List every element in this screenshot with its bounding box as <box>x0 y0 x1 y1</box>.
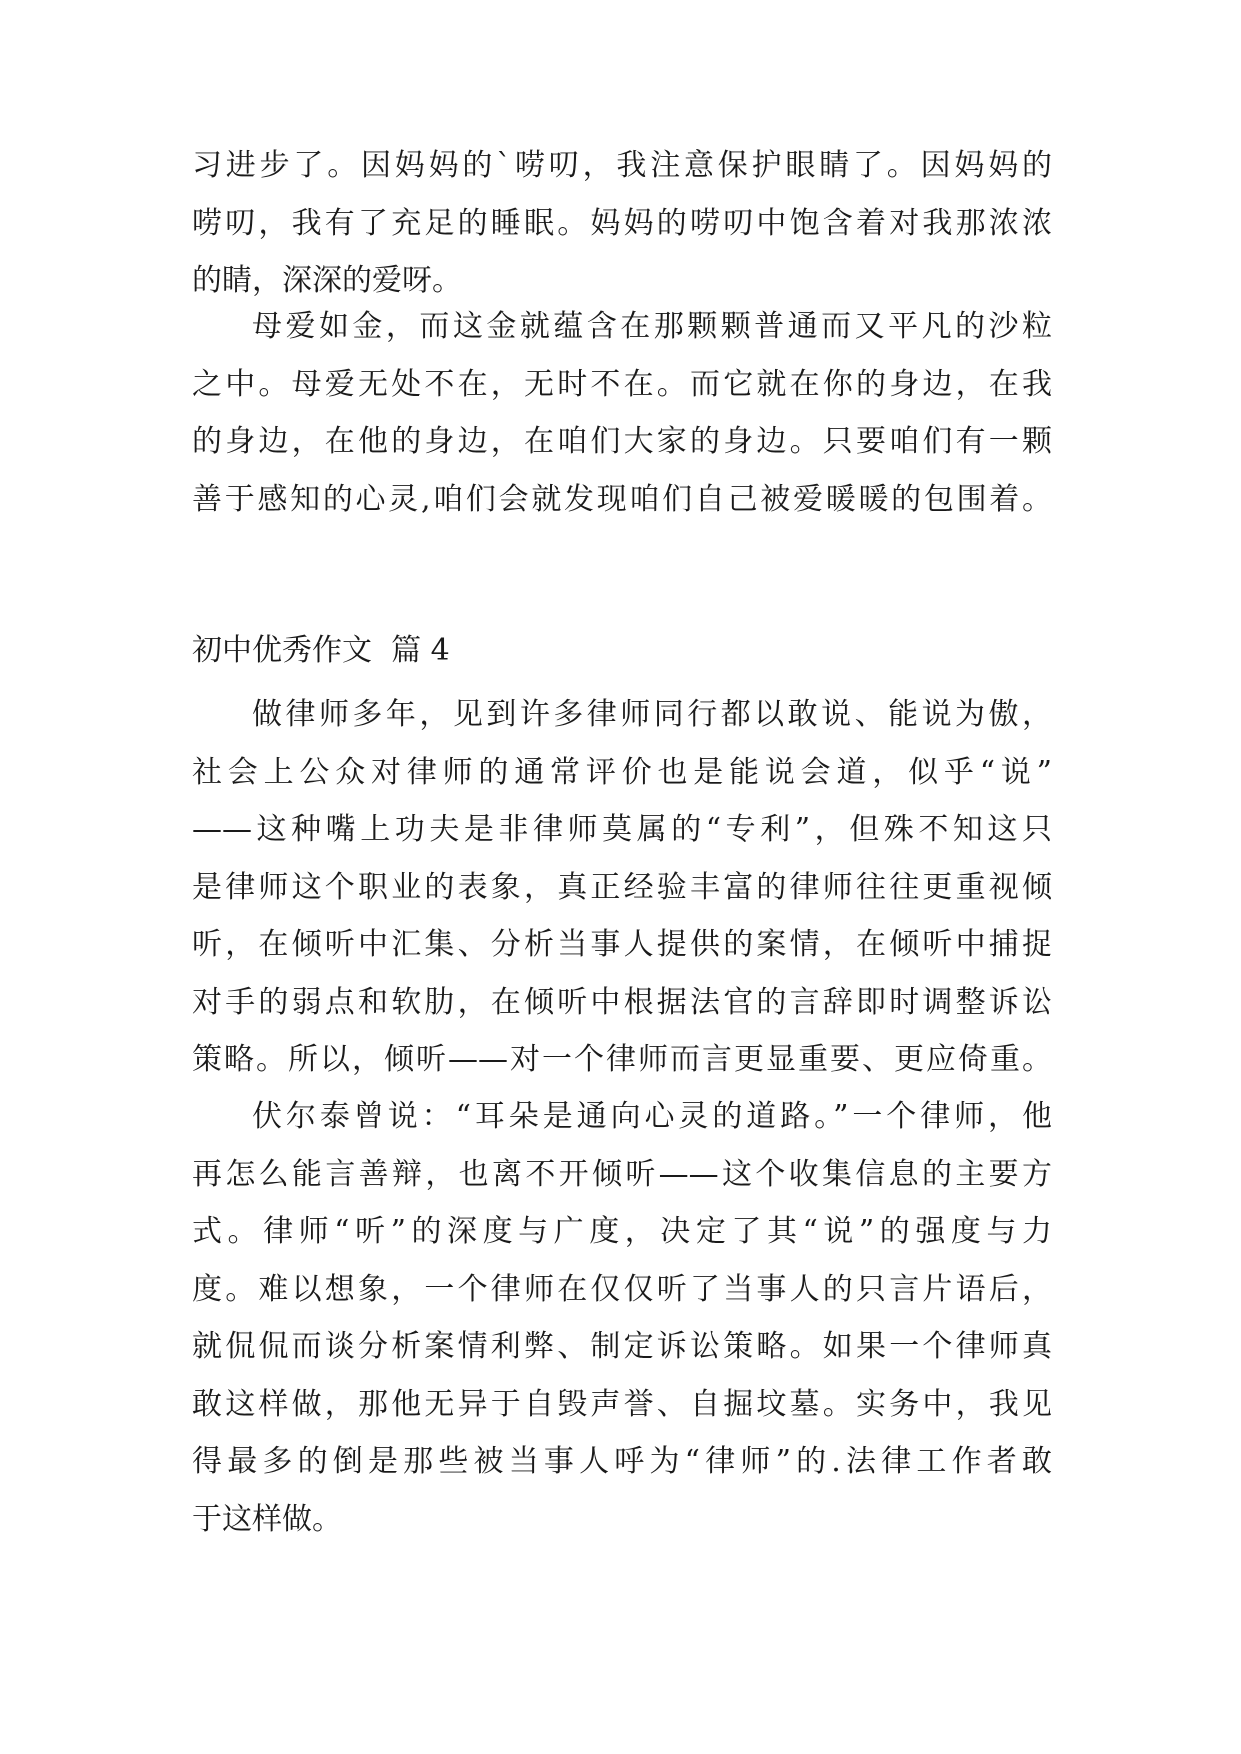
text-line: 做律师多年，见到许多律师同行都以敢说、能说为傲， <box>252 697 1052 732</box>
section-heading: 初中优秀作文 篇 4 <box>192 633 450 668</box>
text-line: 就侃侃而谈分析案情利弊、制定诉讼策略。如果一个律师真 <box>192 1329 1052 1364</box>
paragraph-mother-love-gold <box>192 298 1052 528</box>
paragraph-lawyer-listening <box>192 686 1052 1089</box>
text-line: 敢这样做，那他无异于自毁声誉、自掘坟墓。实务中，我见 <box>192 1386 1052 1422</box>
text-line: 听，在倾听中汇集、分析当事人提供的案情，在倾听中捕捉 <box>192 927 1052 962</box>
text-line: 之中。母爱无处不在，无时不在。而它就在你的身边，在我 <box>192 366 1052 402</box>
text-line: 母爱如金，而这金就蕴含在那颗颗普通而又平凡的沙粒 <box>252 309 1052 344</box>
text-line: 策略。所以，倾听——对一个律师而言更显重要、更应倚重。 <box>192 1042 1052 1077</box>
text-line: 伏尔泰曾说：“耳朵是通向心灵的道路。”一个律师，他 <box>252 1099 1052 1134</box>
text-line: 再怎么能言善辩，也离不开倾听——这个收集信息的主要方 <box>192 1156 1052 1192</box>
text-line: ——这种嘴上功夫是非律师莫属的“专利”，但殊不知这只 <box>192 812 1052 847</box>
text-line: 唠叨，我有了充足的睡眠。妈妈的唠叨中饱含着对我那浓浓 <box>192 205 1052 241</box>
text-line: 的身边，在他的身边，在咱们大家的身边。只要咱们有一颗 <box>192 424 1052 459</box>
text-line: 度。难以想象，一个律师在仅仅听了当事人的只言片语后， <box>192 1271 1052 1307</box>
text-line: 式。律师“听”的深度与广度，决定了其“说”的强度与力 <box>192 1214 1052 1249</box>
text-line: 得最多的倒是那些被当事人呼为“律师”的.法律工作者敢 <box>192 1444 1052 1479</box>
text-line: 社会上公众对律师的通常评价也是能说会道，似乎“说” <box>192 754 1052 790</box>
text-line: 对手的弱点和软肋，在倾听中根据法官的言辞即时调整诉讼 <box>192 984 1052 1020</box>
text-line: 习进步了。因妈妈的`唠叨，我注意保护眼睛了。因妈妈的 <box>192 148 1052 183</box>
text-line: 的睛，深深的爱呀。 <box>192 263 462 298</box>
text-line: 于这样做。 <box>192 1501 342 1537</box>
text-line: 是律师这个职业的表象，真正经验丰富的律师往往更重视倾 <box>192 869 1052 905</box>
paragraph-mother-nagging-continued <box>192 137 1052 310</box>
paragraph-voltaire-quote <box>192 1088 1052 1548</box>
text-line: 善于感知的心灵,咱们会就发现咱们自己被爱暖暖的包围着。 <box>192 481 1052 517</box>
